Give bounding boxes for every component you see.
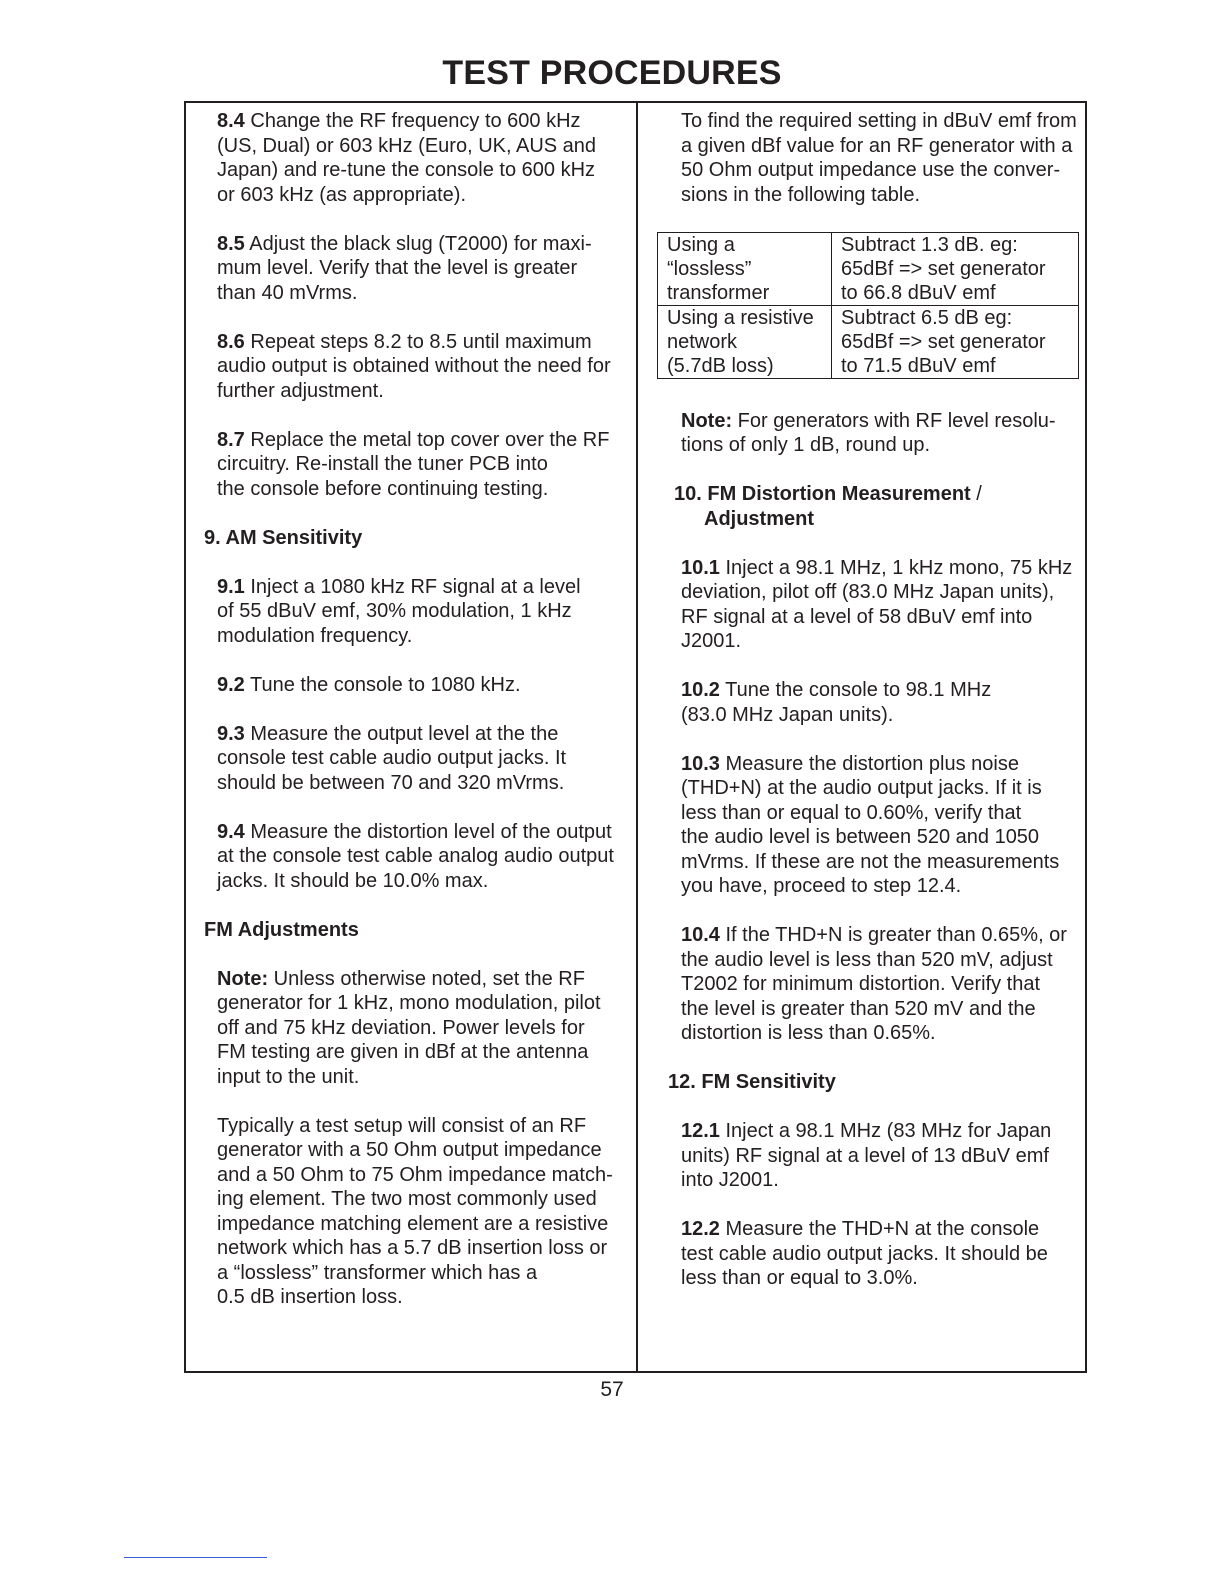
step-number: 9.4 bbox=[217, 820, 245, 843]
step-text: Change the RF frequency to 600 kHz (US, Dual) or 603 kHz (Euro, UK, AUS and Japan) and re-tune the console to 600 kHz or 603 kHz (as appropriate). bbox=[217, 110, 597, 206]
step-12-1 bbox=[668, 1119, 1086, 1193]
step-number: 10.3 bbox=[681, 752, 720, 775]
note-text: For generators with RF level resolu- tions of only 1 dB, round up. bbox=[681, 409, 1056, 456]
footer-rule bbox=[124, 1557, 267, 1558]
note-label: Note: bbox=[681, 409, 733, 432]
step-text: Repeat steps 8.2 to 8.5 until maximum audio output is obtained without the need for further adjustment. bbox=[217, 330, 611, 402]
step-number: 10.1 bbox=[681, 556, 720, 579]
section-heading-fm-sensitivity: 12. FM Sensitivity bbox=[668, 1071, 836, 1093]
step-number: 9.3 bbox=[217, 722, 245, 745]
page-title: TEST PROCEDURES bbox=[442, 54, 782, 92]
step-number: 8.6 bbox=[217, 330, 245, 353]
step-12-2 bbox=[668, 1217, 1086, 1291]
column-divider bbox=[636, 101, 638, 1373]
heading-line: Adjustment bbox=[704, 507, 814, 530]
step-text: Measure the distortion plus noise (THD+N) at the audio output jacks. If it is less than or equal to 0.60%, verify that the audio level is between 520 and 1050 mVrms. If these are not the measurements you have, proceed to step 12.4. bbox=[681, 752, 1060, 897]
heading-line: 10. FM Distortion Measurement bbox=[674, 483, 971, 505]
note-label: Note: bbox=[217, 967, 269, 990]
table-cell: Using a resistive network (5.7dB loss) bbox=[658, 305, 832, 378]
step-number: 8.4 bbox=[217, 110, 245, 132]
conversion-intro: To find the required setting in dBuV emf from a given dBf value for an RF generator with a 50 Ohm output impedance use the conver- sions in the following table. bbox=[681, 110, 1077, 206]
left-column bbox=[204, 109, 629, 1334]
step-number: 12.2 bbox=[681, 1218, 720, 1240]
step-9-4 bbox=[204, 820, 629, 894]
step-10-1 bbox=[668, 556, 1086, 654]
step-text: If the THD+N is greater than 0.65%, or the audio level is less than 520 mV, adjust T2002 for minimum distortion. Verify that the level is greater than 520 mV and the distortion is less than 0.65%. bbox=[681, 924, 1067, 1044]
section-heading-fm-adjustments: FM Adjustments bbox=[204, 918, 359, 941]
conversion-table bbox=[657, 232, 1079, 379]
table-row bbox=[658, 305, 1079, 378]
step-number: 9.2 bbox=[217, 673, 245, 696]
step-8-6 bbox=[204, 330, 629, 404]
test-setup-paragraph: Typically a test setup will consist of an RF generator with a 50 Ohm output impedance and a 50 Ohm to 75 Ohm impedance match- ing element. The two most commonly used impedance matching element are a resistive network which has a 5.7 dB insertion loss or a “lossless” transformer which has a 0.5 dB insertion loss. bbox=[217, 1114, 613, 1308]
resolution-note bbox=[668, 409, 1086, 458]
table-cell: Subtract 1.3 dB. eg: 65dBf => set generator to 66.8 dBuV emf bbox=[832, 232, 1079, 305]
step-9-1 bbox=[204, 575, 629, 649]
step-9-3 bbox=[204, 722, 629, 796]
step-10-3 bbox=[668, 752, 1086, 899]
step-text: Replace the metal top cover over the RF circuitry. Re-install the tuner PCB into the console before continuing testing. bbox=[217, 428, 610, 500]
step-number: 10.4 bbox=[681, 924, 720, 946]
step-text: Inject a 98.1 MHz (83 MHz for Japan units) RF signal at a level of 13 dBuV emf into J2001. bbox=[681, 1120, 1052, 1191]
step-number: 10.2 bbox=[681, 679, 720, 701]
step-number: 12.1 bbox=[681, 1120, 720, 1142]
step-10-2 bbox=[668, 678, 1086, 727]
right-column bbox=[668, 109, 1086, 1315]
table-row bbox=[658, 232, 1079, 305]
step-text: Measure the output level at the the console test cable audio output jacks. It should be between 70 and 320 mVrms. bbox=[217, 722, 567, 794]
step-text: Tune the console to 98.1 MHz (83.0 MHz Japan units). bbox=[681, 679, 992, 726]
step-number: 8.7 bbox=[217, 428, 245, 451]
step-number: 9.1 bbox=[217, 575, 245, 598]
step-9-2 bbox=[204, 673, 629, 698]
step-8-5 bbox=[204, 232, 629, 306]
step-text: Inject a 1080 kHz RF signal at a level of 55 dBuV emf, 30% modulation, 1 kHz modulation frequency. bbox=[217, 575, 581, 647]
step-8-4 bbox=[204, 109, 629, 207]
step-number: 8.5 bbox=[217, 232, 245, 255]
table-cell: Subtract 6.5 dB eg: 65dBf => set generator to 71.5 dBuV emf bbox=[832, 305, 1079, 378]
step-text: Measure the distortion level of the output at the console test cable analog audio output jacks. It should be 10.0% max. bbox=[217, 820, 614, 892]
table-cell: Using a “lossless” transformer bbox=[658, 232, 832, 305]
section-heading-am-sensitivity: 9. AM Sensitivity bbox=[204, 526, 363, 549]
step-8-7 bbox=[204, 428, 629, 502]
step-text: Measure the THD+N at the console test cable audio output jacks. It should be less than or equal to 3.0%. bbox=[681, 1218, 1048, 1289]
step-text: Inject a 98.1 MHz, 1 kHz mono, 75 kHz deviation, pilot off (83.0 MHz Japan units), RF signal at a level of 58 dBuV emf into J2001. bbox=[681, 556, 1073, 652]
section-heading-fm-distortion bbox=[668, 482, 1086, 531]
fm-note bbox=[204, 967, 629, 1090]
step-10-4 bbox=[668, 923, 1086, 1046]
step-text: Adjust the black slug (T2000) for maxi- mum level. Verify that the level is greater than 40 mVrms. bbox=[217, 232, 592, 304]
heading-slash: / bbox=[970, 483, 982, 505]
page-number: 57 bbox=[600, 1378, 624, 1401]
note-text: Unless otherwise noted, set the RF generator for 1 kHz, mono modulation, pilot off and 75 kHz deviation. Power levels for FM testing are given in dBf at the antenna input to the unit. bbox=[217, 967, 601, 1088]
step-text: Tune the console to 1080 kHz. bbox=[244, 673, 521, 696]
